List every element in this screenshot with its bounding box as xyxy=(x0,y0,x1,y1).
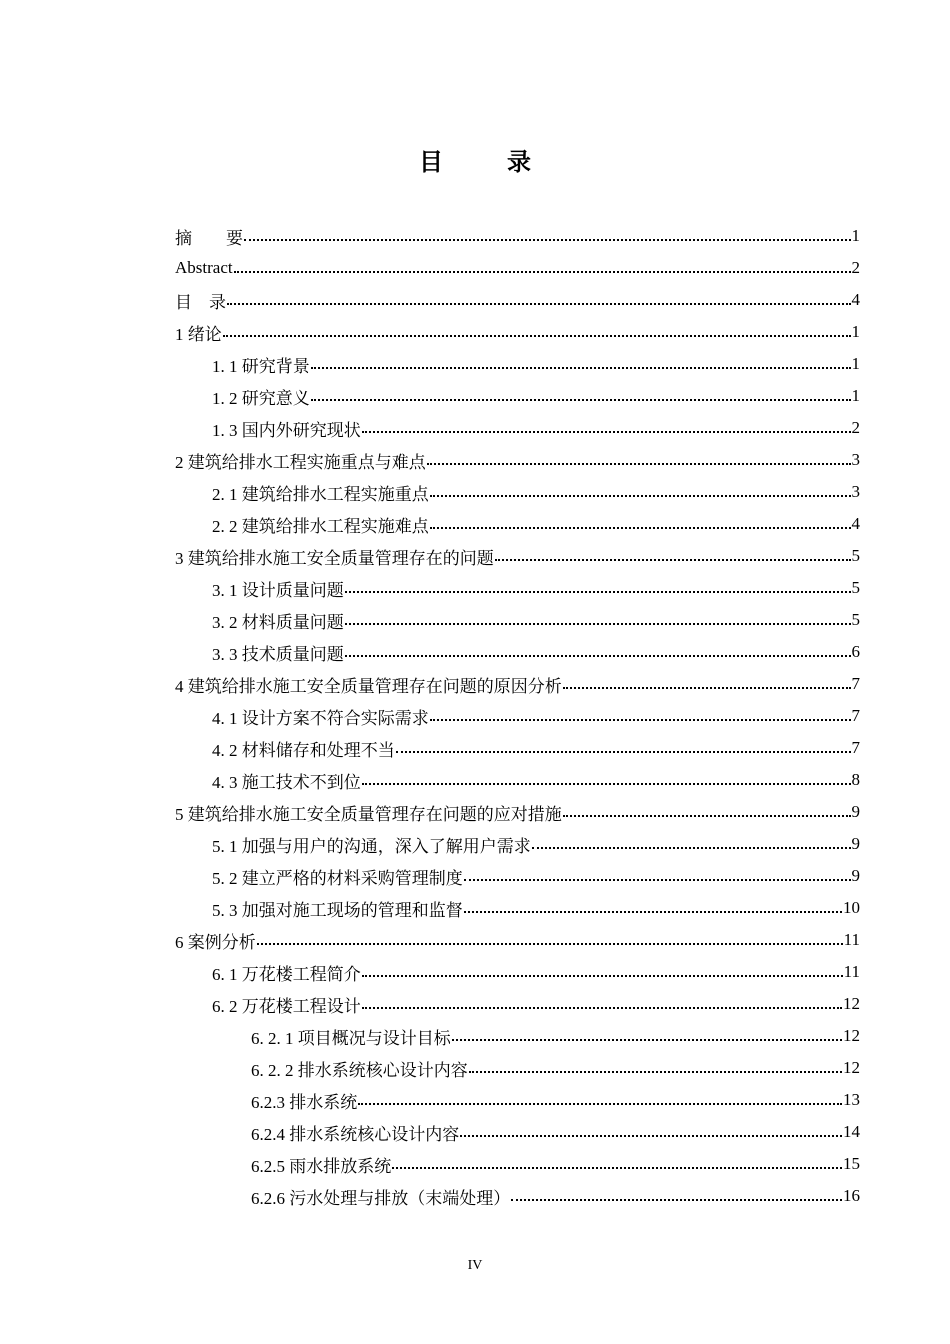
toc-entry-label: 3. 2 材料质量问题 xyxy=(212,612,344,632)
toc-entry-page: 10 xyxy=(843,898,860,917)
toc-entry[interactable] xyxy=(175,412,860,444)
toc-dot-leader xyxy=(227,303,851,305)
toc-entry-label: 2. 1 建筑给排水工程实施重点 xyxy=(212,484,429,504)
toc-dot-leader xyxy=(430,495,851,497)
toc-entry-page: 1 xyxy=(851,322,860,341)
toc-entry[interactable] xyxy=(175,220,860,252)
toc-entry-page: 2 xyxy=(851,258,860,277)
toc-entry-page: 12 xyxy=(843,1058,860,1077)
toc-entry[interactable] xyxy=(175,956,860,988)
toc-entry-label: 6 案例分析 xyxy=(175,932,256,952)
toc-entry[interactable] xyxy=(175,1148,860,1180)
toc-entry-label: 1. 1 研究背景 xyxy=(212,356,310,376)
toc-entry[interactable] xyxy=(175,252,860,284)
toc-dot-leader xyxy=(430,719,851,721)
toc-entry-label: 2 建筑给排水工程实施重点与难点 xyxy=(175,452,426,472)
toc-entry[interactable] xyxy=(175,1116,860,1148)
page-title: 目 录 xyxy=(419,150,551,176)
toc-entry[interactable] xyxy=(175,796,860,828)
toc-dot-leader xyxy=(464,911,842,913)
toc-entry-page: 5 xyxy=(851,578,860,597)
toc-dot-leader xyxy=(244,239,851,241)
toc-entry-label: 5. 1 加强与用户的沟通，深入了解用户需求 xyxy=(212,836,531,856)
toc-entry-label: 6.2.5 雨水排放系统 xyxy=(251,1156,392,1176)
toc-entry[interactable] xyxy=(175,1020,860,1052)
toc-entry-page: 4 xyxy=(851,514,860,533)
toc-entry[interactable] xyxy=(175,924,860,956)
toc-dot-leader xyxy=(311,399,851,401)
toc-entry-page: 1 xyxy=(851,386,860,405)
toc-dot-leader xyxy=(392,1167,842,1169)
toc-dot-leader xyxy=(311,367,851,369)
toc-entry[interactable] xyxy=(175,1052,860,1084)
toc-dot-leader xyxy=(362,783,851,785)
toc-entry-page: 14 xyxy=(843,1122,860,1141)
toc-entry-label: 3 建筑给排水施工安全质量管理存在的问题 xyxy=(175,548,494,568)
toc-entry[interactable] xyxy=(175,1180,860,1212)
toc-entry-page: 15 xyxy=(843,1154,860,1173)
toc-dot-leader xyxy=(345,623,851,625)
toc-dot-leader xyxy=(396,751,851,753)
toc-dot-leader xyxy=(362,1007,842,1009)
toc-entry-page: 9 xyxy=(851,834,860,853)
toc-entry-label: 6.2.4 排水系统核心设计内容 xyxy=(251,1124,460,1144)
toc-entry-label: 目 录 xyxy=(175,292,226,312)
toc-dot-leader xyxy=(469,1071,842,1073)
toc-entry-label: 5 建筑给排水施工安全质量管理存在问题的应对措施 xyxy=(175,804,562,824)
toc-entry[interactable] xyxy=(175,1084,860,1116)
toc-entry-page: 2 xyxy=(851,418,860,437)
toc-dot-leader xyxy=(257,943,843,945)
toc-dot-leader xyxy=(511,1199,842,1201)
toc-entry-label: 6.2.6 污水处理与排放（末端处理） xyxy=(251,1188,511,1208)
toc-entry[interactable] xyxy=(175,348,860,380)
toc-entry-label: 5. 2 建立严格的材料采购管理制度 xyxy=(212,868,463,888)
toc-entry-page: 11 xyxy=(843,930,860,949)
toc-entry[interactable] xyxy=(175,636,860,668)
toc-entry[interactable] xyxy=(175,828,860,860)
toc-entry-label: 5. 3 加强对施工现场的管理和监督 xyxy=(212,900,463,920)
toc-entry[interactable] xyxy=(175,668,860,700)
toc-entry[interactable] xyxy=(175,508,860,540)
toc-entry[interactable] xyxy=(175,700,860,732)
toc-entry-label: 2. 2 建筑给排水工程实施难点 xyxy=(212,516,429,536)
toc-entry-label: 6.2.3 排水系统 xyxy=(251,1092,358,1112)
toc-dot-leader xyxy=(345,591,851,593)
toc-entry-label: 6. 2. 1 项目概况与设计目标 xyxy=(251,1028,451,1048)
toc-entry-label: 6. 1 万花楼工程简介 xyxy=(212,964,361,984)
toc-entry-page: 11 xyxy=(843,962,860,981)
toc-entry-label: 4. 3 施工技术不到位 xyxy=(212,772,361,792)
toc-entry-page: 3 xyxy=(851,450,860,469)
toc-entry-label: 1. 2 研究意义 xyxy=(212,388,310,408)
toc-entry-label: 3. 3 技术质量问题 xyxy=(212,644,344,664)
toc-dot-leader xyxy=(362,431,851,433)
toc-entry-page: 4 xyxy=(851,290,860,309)
toc-entry[interactable] xyxy=(175,860,860,892)
toc-entry-label: 6. 2. 2 排水系统核心设计内容 xyxy=(251,1060,468,1080)
table-of-contents xyxy=(175,220,860,1212)
toc-dot-leader xyxy=(563,687,851,689)
toc-entry[interactable] xyxy=(175,764,860,796)
toc-entry-label: 1 绪论 xyxy=(175,324,222,344)
page-number: IV xyxy=(467,1258,483,1273)
toc-entry-label: 4. 2 材料储存和处理不当 xyxy=(212,740,395,760)
toc-dot-leader xyxy=(345,655,851,657)
toc-entry-page: 3 xyxy=(851,482,860,501)
toc-entry-page: 9 xyxy=(851,866,860,885)
toc-dot-leader xyxy=(460,1135,842,1137)
toc-entry-page: 7 xyxy=(851,738,860,757)
toc-entry[interactable] xyxy=(175,380,860,412)
toc-entry-page: 12 xyxy=(843,1026,860,1045)
toc-entry-page: 7 xyxy=(851,674,860,693)
toc-dot-leader xyxy=(563,815,851,817)
toc-entry[interactable] xyxy=(175,540,860,572)
toc-entry[interactable] xyxy=(175,892,860,924)
toc-entry[interactable] xyxy=(175,284,860,316)
toc-dot-leader xyxy=(452,1039,842,1041)
toc-entry-page: 1 xyxy=(851,354,860,373)
toc-dot-leader xyxy=(362,975,843,977)
toc-entry[interactable] xyxy=(175,316,860,348)
toc-entry-page: 9 xyxy=(851,802,860,821)
toc-dot-leader xyxy=(427,463,851,465)
toc-entry[interactable] xyxy=(175,732,860,764)
toc-dot-leader xyxy=(234,271,851,273)
toc-entry[interactable] xyxy=(175,444,860,476)
toc-dot-leader xyxy=(464,879,851,881)
toc-entry[interactable] xyxy=(175,572,860,604)
toc-entry-page: 13 xyxy=(843,1090,860,1109)
toc-entry-page: 8 xyxy=(851,770,860,789)
toc-entry-label: Abstract xyxy=(175,258,233,277)
toc-entry-label: 摘 要 xyxy=(175,228,243,248)
toc-dot-leader xyxy=(223,335,851,337)
toc-entry[interactable] xyxy=(175,476,860,508)
toc-entry-page: 12 xyxy=(843,994,860,1013)
toc-entry-label: 3. 1 设计质量问题 xyxy=(212,580,344,600)
toc-entry[interactable] xyxy=(175,604,860,636)
toc-entry-label: 4. 1 设计方案不符合实际需求 xyxy=(212,708,429,728)
toc-entry[interactable] xyxy=(175,988,860,1020)
toc-entry-page: 1 xyxy=(851,226,860,245)
toc-entry-label: 6. 2 万花楼工程设计 xyxy=(212,996,361,1016)
toc-entry-page: 16 xyxy=(843,1186,860,1205)
toc-dot-leader xyxy=(532,847,851,849)
toc-dot-leader xyxy=(430,527,851,529)
toc-dot-leader xyxy=(358,1103,842,1105)
toc-entry-label: 1. 3 国内外研究现状 xyxy=(212,420,361,440)
toc-entry-page: 5 xyxy=(851,546,860,565)
toc-entry-page: 7 xyxy=(851,706,860,725)
toc-entry-page: 6 xyxy=(851,642,860,661)
toc-entry-page: 5 xyxy=(851,610,860,629)
toc-entry-label: 4 建筑给排水施工安全质量管理存在问题的原因分析 xyxy=(175,676,562,696)
toc-dot-leader xyxy=(495,559,851,561)
